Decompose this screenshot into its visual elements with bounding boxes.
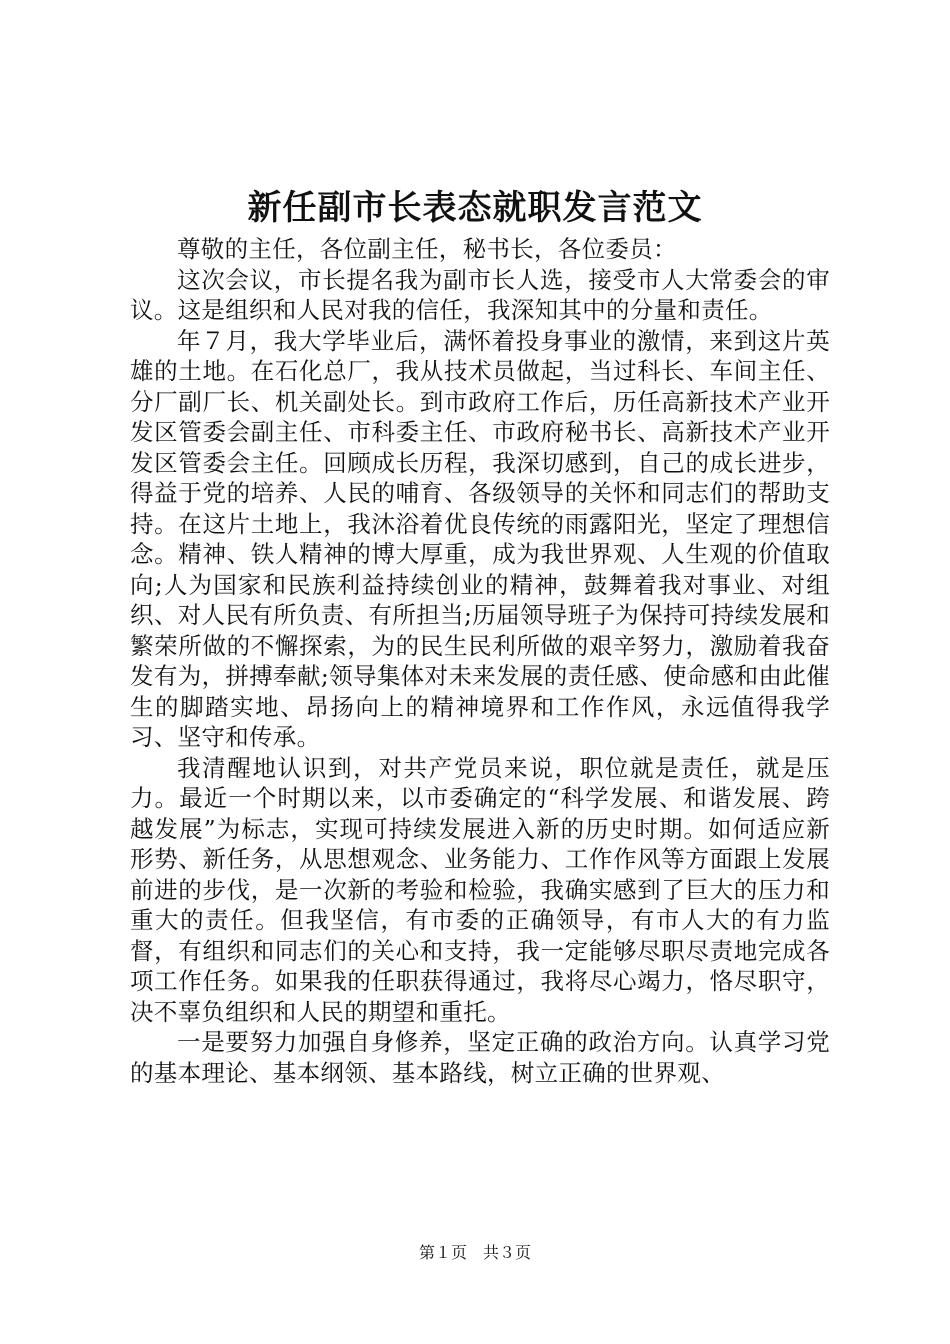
body-paragraph: 一是要努力加强自身修养，坚定正确的政治方向。认真学习党的基本理论、基本纲领、基本路线，树立正确的世界观、	[130, 1028, 830, 1087]
document-body	[130, 234, 830, 1088]
salutation-paragraph: 尊敬的主任，各位副主任，秘书长，各位委员：	[177, 235, 677, 263]
body-paragraph: 这次会议，市长提名我为副市长人选，接受市人大常委会的审议。这是组织和人民对我的信任，我深知其中的分量和责任。	[130, 265, 830, 324]
document-title: 新任副市长表态就职发言范文	[247, 188, 703, 228]
body-paragraph: 我清醒地认识到，对共产党员来说，职位就是责任，就是压力。最近一个时期以来，以市委确定的“科学发展、和谐发展、跨越发展”为标志，实现可持续发展进入新的历史时期。如何适应新形势、新任务，从思想观念、业务能力、工作作风等方面跟上发展前进的步伐，是一次新的考验和检验，我确实感到了巨大的压力和重大的责任。但我坚信，有市委的正确领导，有市人大的有力监督，有组织和同志们的关心和支持，我一定能够尽职尽责地完成各项工作任务。如果我的任职获得通过，我将尽心竭力，恪尽职守，决不辜负组织和人民的期望和重托。	[130, 753, 830, 1026]
body-paragraph: 年７月，我大学毕业后，满怀着投身事业的激情，来到这片英雄的土地。在石化总厂，我从技术员做起，当过科长、车间主任、分厂副厂长、机关副处长。到市政府工作后，历任高新技术产业开发区管委会副主任、市科委主任、市政府秘书长、高新技术产业开发区管委会主任。回顾成长历程，我深切感到，自己的成长进步，得益于党的培养、人民的哺育、各级领导的关怀和同志们的帮助支持。在这片土地上，我沐浴着优良传统的雨露阳光，坚定了理想信念。精神、铁人精神的博大厚重，成为我世界观、人生观的价值取向;人为国家和民族利益持续创业的精神，鼓舞着我对事业、对组织、对人民有所负责、有所担当;历届领导班子为保持可持续发展和繁荣所做的不懈探索，为的民生民利所做的艰辛努力，激励着我奋发有为，拼搏奉献;领导集体对未来发展的责任感、使命感和由此催生的脚踏实地、昂扬向上的精神境界和工作作风，永远值得我学习、坚守和传承。	[130, 326, 830, 751]
page-number-footer: 第１页 共３页	[418, 1243, 531, 1262]
